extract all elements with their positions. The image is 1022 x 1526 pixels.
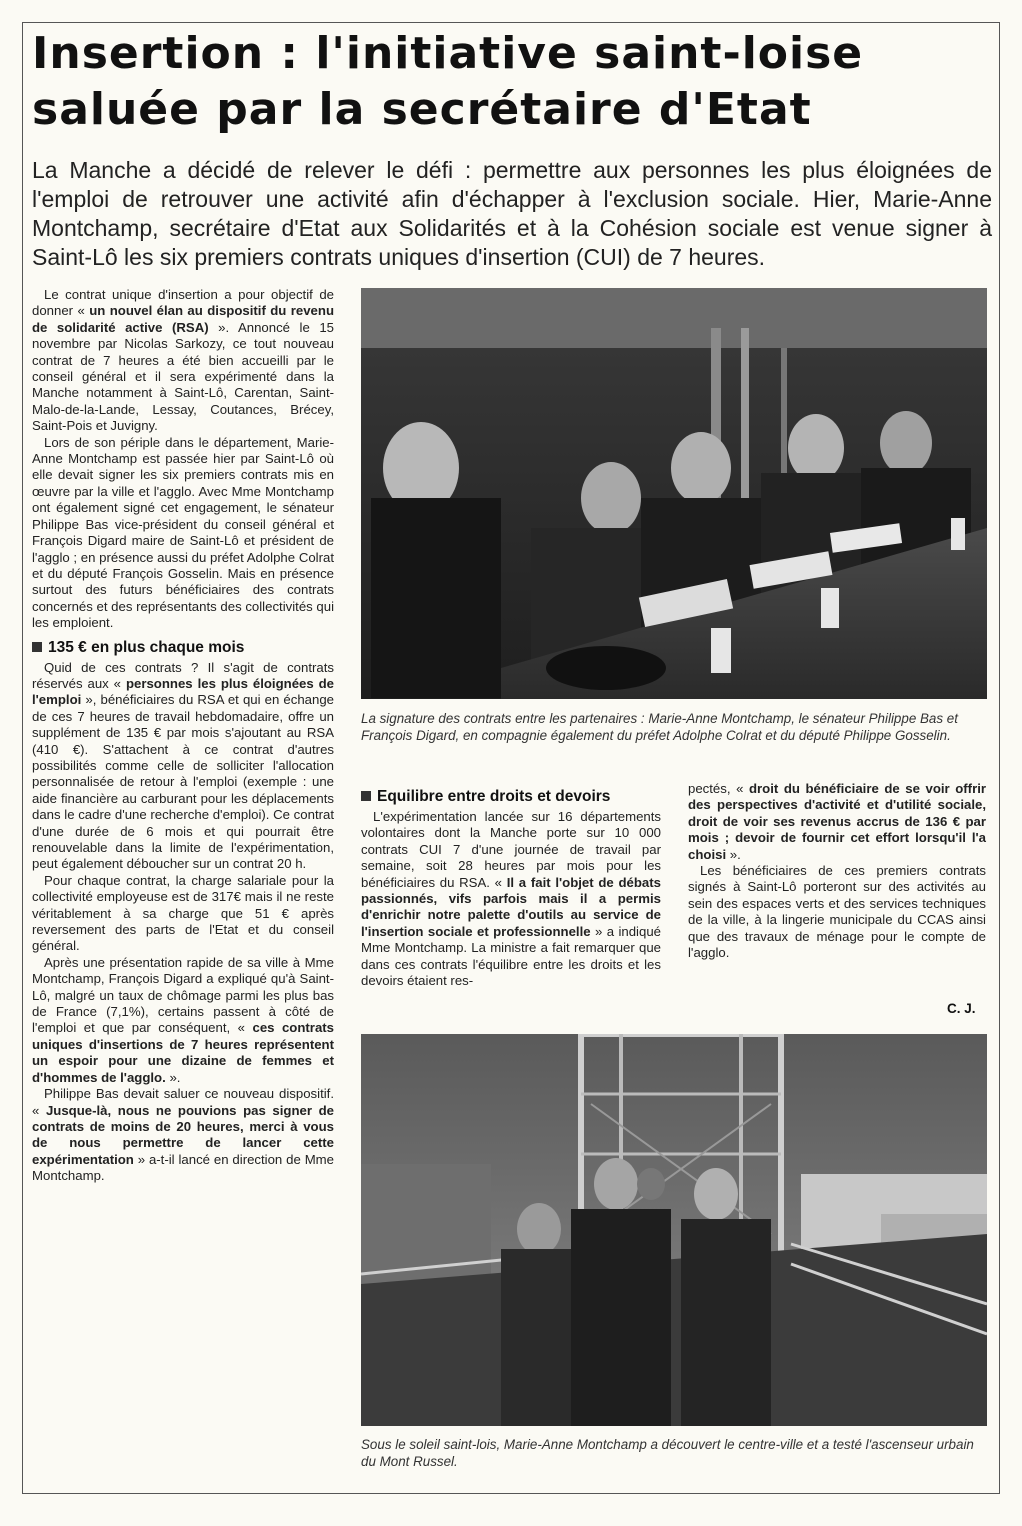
column-middle — [361, 781, 661, 989]
article-headline — [32, 26, 992, 138]
square-bullet-icon — [32, 642, 42, 652]
article-lead: La Manche a décidé de relever le défi : permettre aux personnes les plus éloignées de l'emploi de retrouver une activité afin d'échapper à l'exclusion sociale. Hier, Marie-Anne Montchamp, secrétaire d'Etat aux Solidarités et à la Cohésion sociale est venue signer à Saint-Lô les six premiers contrats uniques d'insertion (CUI) de 7 heures. — [32, 157, 992, 270]
headline-line-2: saluée par la secrétaire d'Etat — [32, 84, 812, 135]
paragraph: L'expérimentation lancée sur 16 départements volontaires dont la Manche porte sur 10 000 contrats CUI 7 d'une journée de travail par semaine, soit 28 heures par mois pour les bénéficiaires du RSA. « Il a fait l'objet de débats passionnés, vifs parfois mais il a permis d'enrichir notre palette d'outils au service de l'insertion sociale et professionnelle » a indiqué Mme Montchamp. La ministre a fait remarquer que dans ces contrats l'équilibre entre les droits et les devoirs étaient res- — [361, 809, 661, 989]
headline-line-1: Insertion : l'initiative saint-loise — [32, 28, 864, 79]
paragraph: Quid de ces contrats ? Il s'agit de contrats réservés aux « personnes les plus éloignées de l'emploi », bénéficiaires du RSA et qui en échange de ces 7 heures de travail hebdomadaire, offre un supplément de 135 € par mois s'ajoutant au RSA (410 €). S'attachent à ce contrat d'autres possibilités comme celle de solliciter l'allocation personnalisée de retour à l'emploi (exemple : une aide financière au carburant pour les déplacements dans le cadre d'une recherche d'emploi). Ce contrat d'une durée de 6 mois et qui pourrait être renouvelable dans la limite de l'expérimentation, peut également déboucher sur un contrat 20 h. — [32, 659, 335, 872]
photo-contract-signing — [361, 288, 987, 699]
paragraph: Après une présentation rapide de sa ville à Mme Montchamp, François Digard a expliqué qu'à Saint-Lô, malgré un taux de chômage parmi les plus bas de France (7,1%), certains passent à côté de l'emploi et que par conséquent, « ces contrats uniques d'insertions de 7 heures représentent un espoir pour une dizaine de femmes et d'hommes de l'agglo. ». — [32, 954, 335, 1085]
paragraph: Le contrat unique d'insertion a pour objectif de donner « un nouvel élan au dispositif du revenu de solidarité active (RSA) ». Annoncé le 15 novembre par Nicolas Sarkozy, ce tout nouveau contrat de 7 heures a été bien accueilli par le conseil général et il sera expérimenté dans la Manche notamment à Saint-Lô, Carentan, Saint-Malo-de-la-Lande, Lessay, Coutances, Brécey, Saint-Pois et Juvigny. — [32, 287, 334, 434]
author-signature: C. J. — [947, 1001, 976, 1016]
paragraph: Pour chaque contrat, la charge salariale pour la collectivité employeuse est de 317€ mais il ne reste véritablement à sa charge que 51 € après reversement des parts de l'Etat et du conseil général. — [32, 872, 334, 954]
subheading-135-euros: 135 € en plus chaque mois — [32, 638, 334, 658]
subheading-equilibre: Equilibre entre droits et devoirs — [361, 787, 661, 807]
paragraph: Les bénéficiaires de ces premiers contrats signés à Saint-Lô porteront sur des activités au sein des espaces verts et des services techniques de la ville, à la lingerie municipale du CCAS ainsi que des travaux de ménage pour le compte de l'agglo. — [688, 863, 986, 961]
paragraph: Lors de son périple dans le département, Marie-Anne Montchamp est passée hier par Saint-Lô où elle devait signer les six premiers contrats mis en œuvre par la ville et l'agglo. Avec Mme Montchamp ont également signé cet engagement, le sénateur Philippe Bas vice-président du conseil général et François Digard maire de Saint-Lô et président de l'agglo ; en présence aussi du préfet Adolphe Colrat et du député François Gosselin. Mais en présence surtout des futurs bénéficiaires des contrats concernés et des représentants des collectivités qui les emploient. — [32, 434, 335, 631]
caption-urban-elevator: Sous le soleil saint-lois, Marie-Anne Montchamp a découvert le centre-ville et a testé l'ascenseur urbain du Mont Russel. — [361, 1437, 974, 1469]
photo-urban-elevator — [361, 1034, 987, 1426]
square-bullet-icon — [361, 791, 371, 801]
column-right — [688, 781, 986, 961]
column-left — [32, 287, 334, 1185]
paragraph: pectés, « droit du bénéficiaire de se voir offrir des perspectives d'activité et d'utilité sociale, droit de voir ses revenus accrus de 136 € par mois ; devoir de fournir cet effort lorsqu'il l'a choisi ». — [688, 781, 987, 862]
caption-contract-signing: La signature des contrats entre les partenaires : Marie-Anne Montchamp, le sénateur Philippe Bas et François Digard, en compagnie également du préfet Adolphe Colrat et du député Philippe Gosselin. — [361, 711, 958, 743]
paragraph: Philippe Bas devait saluer ce nouveau dispositif. « Jusque-là, nous ne pouvions pas signer de contrats de moins de 20 heures, merci à vous de nous permettre de lancer cette expérimentation » a-t-il lancé en direction de Mme Montchamp. — [32, 1086, 335, 1184]
